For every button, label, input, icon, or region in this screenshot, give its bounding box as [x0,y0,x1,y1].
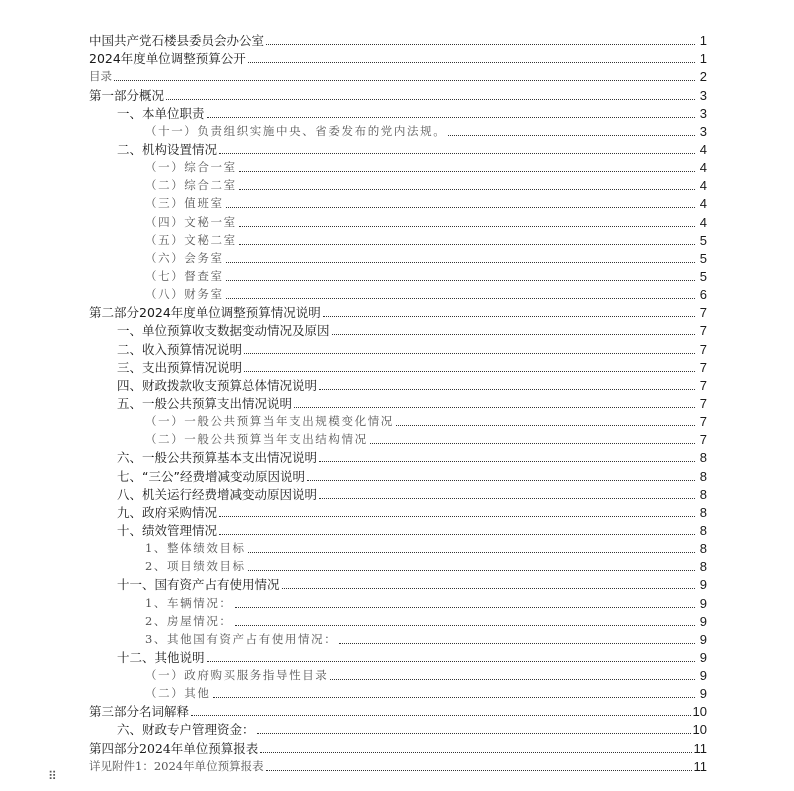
toc-entry-title: （七）督查室 [145,268,224,283]
toc-entry-title: （五）文秘二室 [145,232,237,247]
toc-entry-title: （八）财务室 [145,287,224,302]
toc-leader-dots [239,171,695,172]
toc-leader-dots [319,498,695,499]
toc-entry-title: （二）一般公共预算当年支出结构情况 [145,432,368,447]
toc-page-number: 4 [699,196,707,212]
toc-page-number: 4 [699,141,707,157]
toc-entry[interactable] [89,756,707,774]
toc-entry[interactable] [89,84,707,102]
toc-page-number: 7 [699,341,707,357]
toc-entry-title: 1、整体绩效目标 [145,541,246,556]
toc-page-number: 9 [699,613,707,629]
toc-entry[interactable] [89,465,707,483]
toc-page-number: 8 [699,522,707,538]
toc-entry[interactable] [89,175,707,193]
toc-entry-title: （二）其他 [145,686,211,701]
toc-leader-dots [339,643,695,644]
toc-page-number: 4 [699,160,707,176]
toc-page-number: 9 [699,686,707,702]
toc-page-number: 8 [699,450,707,466]
toc-entry[interactable] [89,737,707,755]
toc-entry-title: （一）一般公共预算当年支出规模变化情况 [145,414,394,429]
toc-leader-dots [332,334,695,335]
toc-leader-dots [294,407,695,408]
toc-entry-title: 一、单位预算收支数据变动情况及原因 [117,323,330,339]
toc-page-number: 2 [699,69,707,85]
toc-leader-dots [248,62,695,63]
toc-leader-dots [226,207,695,208]
toc-leader-dots [323,316,695,317]
toc-leader-dots [114,80,695,81]
toc-page-number: 9 [699,577,707,593]
toc-entry-title: （十一）负责组织实施中央、省委发布的党内法规。 [145,123,447,138]
toc-leader-dots [235,607,695,608]
toc-entry[interactable] [89,66,707,84]
toc-entry[interactable] [89,193,707,211]
toc-entry-title: 二、机构设置情况 [117,141,218,157]
toc-page-number: 3 [699,123,707,139]
toc-leader-dots [226,298,695,299]
toc-entry-title: （三）值班室 [145,196,224,211]
toc-page-number: 1 [699,51,707,67]
toc-entry[interactable] [89,338,707,356]
toc-entry-title: 详见附件1：2024年单位预算报表 [89,758,264,773]
toc-entry-title: 2、项目绩效目标 [145,559,246,574]
toc-entry[interactable] [89,701,707,719]
toc-entry-title: 2、房屋情况： [145,613,233,628]
toc-leader-dots [282,588,695,589]
toc-page-number: 9 [699,631,707,647]
toc-page-number: 7 [699,323,707,339]
toc-entry-title: （四）文秘一室 [145,214,237,229]
toc-entry[interactable] [89,484,707,502]
toc-entry[interactable] [89,683,707,701]
toc-entry[interactable] [89,502,707,520]
toc-entry-title: 第二部分2024年度单位调整预算情况说明 [89,305,321,321]
toc-page-number: 8 [699,486,707,502]
toc-entry[interactable] [89,592,707,610]
toc-leader-dots [239,189,695,190]
toc-entry-title: 第一部分概况 [89,87,165,103]
toc-page-number: 8 [699,541,707,557]
toc-entry-title: 九、政府采购情况 [117,504,218,520]
toc-page-number: 7 [699,359,707,375]
toc-page-number: 8 [699,504,707,520]
toc-entry[interactable] [89,103,707,121]
toc-page-number: 4 [699,214,707,230]
toc-entry[interactable] [89,357,707,375]
toc-entry-title: （一）综合一室 [145,160,237,175]
toc-entry[interactable] [89,629,707,647]
toc-leader-dots [266,770,692,771]
toc-leader-dots [207,661,695,662]
toc-leader-dots [166,99,695,100]
toc-entry[interactable] [89,574,707,592]
toc-entry[interactable] [89,320,707,338]
toc-page-number: 9 [699,595,707,611]
toc-page-number: 4 [699,178,707,194]
toc-entry-title: （二）综合二室 [145,178,237,193]
toc-entry-title: 一、本单位职责 [117,105,205,121]
toc-entry-title: 十、绩效管理情况 [117,522,218,538]
toc-entry-title: 第四部分2024年单位预算报表 [89,740,259,756]
toc-page-number: 7 [699,377,707,393]
toc-entry-title: 目录 [89,69,112,84]
toc-page-number: 5 [699,250,707,266]
toc-leader-dots [226,262,695,263]
toc-entry[interactable] [89,665,707,683]
toc-entry-title: 七、“三公”经费增减变动原因说明 [117,468,305,484]
toc-entry[interactable] [89,284,707,302]
toc-entry[interactable] [89,139,707,157]
toc-entry-title: 2024年度单位调整预算公开 [89,51,246,67]
toc-page-number: 9 [699,668,707,684]
toc-entry-title: （一）政府购买服务指导性目录 [145,668,329,683]
toc-page-number: 5 [699,268,707,284]
toc-entry[interactable] [89,447,707,465]
toc-leader-dots [239,244,695,245]
toc-leader-dots [330,679,695,680]
toc-entry[interactable] [89,647,707,665]
toc-page-number: 10 [692,704,707,720]
toc-entry-title: （六）会务室 [145,250,224,265]
toc-entry[interactable] [89,302,707,320]
toc-entry[interactable] [89,266,707,284]
toc-entry[interactable] [89,375,707,393]
toc-leader-dots [219,153,695,154]
toc-leader-dots [266,44,695,45]
toc-leader-dots [370,443,695,444]
toc-entry-title: 第三部分名词解释 [89,704,190,720]
toc-entry[interactable] [89,520,707,538]
toc-entry[interactable] [89,538,707,556]
toc-page-number: 7 [699,432,707,448]
toc-page-number: 8 [699,468,707,484]
toc-entry-title: 五、一般公共预算支出情况说明 [117,395,293,411]
toc-entry[interactable] [89,230,707,248]
toc-entry[interactable] [89,121,707,139]
toc-entry-title: 二、收入预算情况说明 [117,341,243,357]
toc-entry-title: 四、财政拨款收支预算总体情况说明 [117,377,318,393]
toc-leader-dots [219,516,695,517]
toc-leader-dots [248,552,695,553]
toc-page-number: 7 [699,395,707,411]
toc-page-number: 9 [699,649,707,665]
toc-page-number: 10 [692,722,707,738]
toc-page-number: 11 [693,758,707,774]
toc-entry[interactable] [89,30,707,48]
toc-entry-title: 八、机关运行经费增减变动原因说明 [117,486,318,502]
toc-leader-dots [244,353,695,354]
toc-entry[interactable] [89,211,707,229]
toc-leader-dots [396,425,695,426]
toc-page-number: 5 [699,232,707,248]
toc-leader-dots [260,752,691,753]
toc-leader-dots [213,697,696,698]
toc-entry[interactable] [89,411,707,429]
toc-leader-dots [239,226,695,227]
toc-leader-dots [307,480,695,481]
toc-leader-dots [319,389,695,390]
toc-page-number: 7 [699,305,707,321]
table-of-contents [89,30,707,774]
toc-entry[interactable] [89,157,707,175]
toc-entry-title: 六、财政专户管理资金： [117,722,255,738]
toc-page-number: 3 [699,105,707,121]
toc-page-number: 7 [699,414,707,430]
toc-leader-dots [207,117,695,118]
drag-handle-icon[interactable]: ⠿ [48,769,57,783]
toc-leader-dots [219,534,695,535]
toc-leader-dots [448,135,695,136]
toc-leader-dots [319,461,695,462]
toc-entry-title: 三、支出预算情况说明 [117,359,243,375]
toc-page-number: 6 [699,287,707,303]
toc-entry[interactable] [89,248,707,266]
toc-entry-title: 3、其他国有资产占有使用情况： [145,631,338,646]
toc-leader-dots [226,280,695,281]
toc-leader-dots [244,371,695,372]
toc-leader-dots [191,715,691,716]
toc-entry[interactable] [89,429,707,447]
toc-entry-title: 中国共产党石楼县委员会办公室 [89,33,265,49]
toc-leader-dots [257,733,691,734]
toc-entry[interactable] [89,611,707,629]
toc-page-number: 1 [699,33,707,49]
toc-entry-title: 十二、其他说明 [117,649,205,665]
toc-page-number: 11 [693,740,707,756]
toc-page-number: 8 [699,559,707,575]
toc-entry[interactable] [89,48,707,66]
toc-entry[interactable] [89,393,707,411]
toc-entry-title: 六、一般公共预算基本支出情况说明 [117,450,318,466]
toc-page-number: 3 [699,87,707,103]
toc-entry-title: 1、车辆情况： [145,595,233,610]
toc-leader-dots [235,625,695,626]
toc-leader-dots [248,570,695,571]
toc-entry[interactable] [89,719,707,737]
toc-entry-title: 十一、国有资产占有使用情况 [117,577,280,593]
toc-entry[interactable] [89,556,707,574]
